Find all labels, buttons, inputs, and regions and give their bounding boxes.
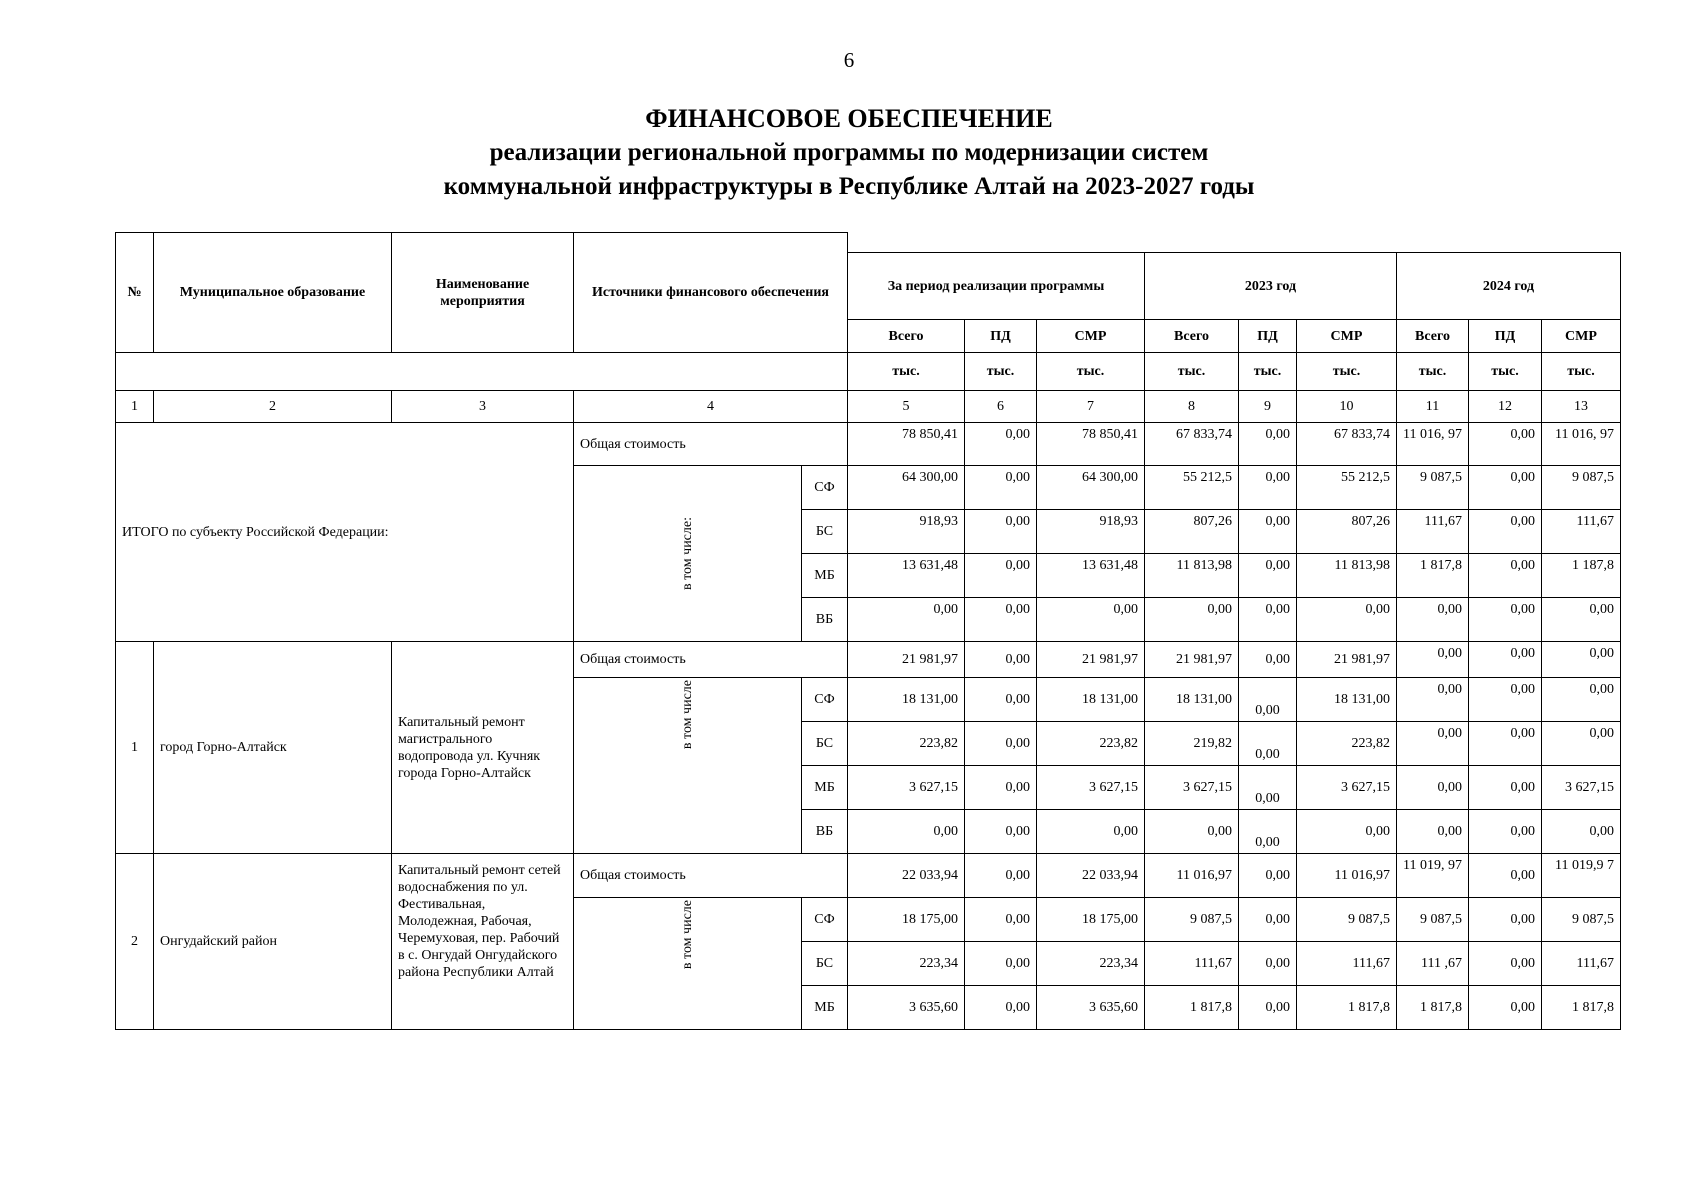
source-label: МБ bbox=[802, 554, 848, 598]
value-cell: 0,00 bbox=[965, 898, 1037, 942]
unit-label: тыс. bbox=[1469, 353, 1542, 391]
value-cell: 0,00 bbox=[965, 642, 1037, 678]
value-cell: 1 187,8 bbox=[1542, 554, 1621, 598]
value-cell: 0,00 bbox=[965, 510, 1037, 554]
including-label: в том числе bbox=[680, 680, 695, 750]
value-cell: 3 627,15 bbox=[1145, 766, 1239, 810]
value-cell: 3 627,15 bbox=[1542, 766, 1621, 810]
unit-label: тыс. bbox=[848, 353, 965, 391]
value-cell: 78 850,41 bbox=[1037, 423, 1145, 466]
value-cell: 223,34 bbox=[848, 942, 965, 986]
column-number: 8 bbox=[1145, 391, 1239, 423]
column-number: 3 bbox=[392, 391, 574, 423]
value-cell: 0,00 bbox=[1397, 678, 1469, 722]
including-cell bbox=[574, 678, 802, 854]
header-sources: Источники финансового обеспечения bbox=[574, 233, 848, 353]
value-cell: 0,00 bbox=[1239, 898, 1297, 942]
value-cell: 0,00 bbox=[1542, 678, 1621, 722]
value-cell: 18 175,00 bbox=[1037, 898, 1145, 942]
value-cell: 9 087,5 bbox=[1397, 466, 1469, 510]
value-cell: 0,00 bbox=[1239, 423, 1297, 466]
value-cell: 0,00 bbox=[1397, 598, 1469, 642]
value-cell: 0,00 bbox=[848, 598, 965, 642]
column-number: 11 bbox=[1397, 391, 1469, 423]
value-cell: 9 087,5 bbox=[1297, 898, 1397, 942]
value-cell: 0,00 bbox=[965, 554, 1037, 598]
value-cell: 0,00 bbox=[1297, 810, 1397, 854]
value-cell: 0,00 bbox=[965, 466, 1037, 510]
value-cell: 807,26 bbox=[1297, 510, 1397, 554]
value-cell: 111,67 bbox=[1542, 942, 1621, 986]
value-cell: 11 019,9 7 bbox=[1542, 854, 1621, 898]
value-cell: 0,00 bbox=[1542, 598, 1621, 642]
column-number: 1 bbox=[116, 391, 154, 423]
value-cell: 0,00 bbox=[1397, 766, 1469, 810]
value-cell: 0,00 bbox=[1239, 722, 1297, 766]
value-cell: 9 087,5 bbox=[1145, 898, 1239, 942]
value-cell: 64 300,00 bbox=[1037, 466, 1145, 510]
unit-label: тыс. bbox=[1297, 353, 1397, 391]
source-label: БС bbox=[802, 942, 848, 986]
value-cell: 13 631,48 bbox=[848, 554, 965, 598]
value-cell: 55 212,5 bbox=[1145, 466, 1239, 510]
total-cost-label: Общая стоимость bbox=[574, 854, 848, 898]
value-cell: 11 016,97 bbox=[1145, 854, 1239, 898]
value-cell: 0,00 bbox=[1469, 423, 1542, 466]
value-cell: 3 627,15 bbox=[1037, 766, 1145, 810]
value-cell: 0,00 bbox=[1239, 642, 1297, 678]
value-cell: 0,00 bbox=[1469, 678, 1542, 722]
value-cell: 0,00 bbox=[1469, 766, 1542, 810]
value-cell: 21 981,97 bbox=[1037, 642, 1145, 678]
source-label: СФ bbox=[802, 466, 848, 510]
municipality-name: город Горно-Алтайск bbox=[154, 642, 392, 854]
including-label: в том числе: bbox=[680, 517, 695, 590]
column-number: 7 bbox=[1037, 391, 1145, 423]
value-cell: 1 817,8 bbox=[1542, 986, 1621, 1030]
row-number: 1 bbox=[116, 642, 154, 854]
value-cell: 0,00 bbox=[1239, 554, 1297, 598]
value-cell: 0,00 bbox=[1469, 942, 1542, 986]
value-cell: 219,82 bbox=[1145, 722, 1239, 766]
total-cost-label: Общая стоимость bbox=[574, 423, 848, 466]
source-label: БС bbox=[802, 722, 848, 766]
header-smr: СМР bbox=[1037, 320, 1145, 353]
value-cell: 0,00 bbox=[1037, 810, 1145, 854]
value-cell: 0,00 bbox=[1469, 810, 1542, 854]
value-cell: 0,00 bbox=[1469, 466, 1542, 510]
value-cell: 0,00 bbox=[1469, 642, 1542, 678]
header-pd: ПД bbox=[1239, 320, 1297, 353]
value-cell: 0,00 bbox=[965, 678, 1037, 722]
measure-name: Капитальный ремонт магистрального водопровода ул. Кучняк города Горно-Алтайск bbox=[392, 642, 574, 854]
value-cell: 0,00 bbox=[1239, 986, 1297, 1030]
column-number: 9 bbox=[1239, 391, 1297, 423]
value-cell: 1 817,8 bbox=[1145, 986, 1239, 1030]
value-cell: 3 635,60 bbox=[848, 986, 965, 1030]
value-cell: 111,67 bbox=[1297, 942, 1397, 986]
value-cell: 0,00 bbox=[965, 986, 1037, 1030]
header-period: За период реализации программы bbox=[848, 253, 1145, 320]
value-cell: 0,00 bbox=[1397, 642, 1469, 678]
value-cell: 0,00 bbox=[1542, 722, 1621, 766]
value-cell: 0,00 bbox=[1239, 466, 1297, 510]
value-cell: 111 ,67 bbox=[1397, 942, 1469, 986]
value-cell: 0,00 bbox=[1469, 898, 1542, 942]
value-cell: 0,00 bbox=[965, 598, 1037, 642]
column-number: 13 bbox=[1542, 391, 1621, 423]
value-cell: 9 087,5 bbox=[1542, 466, 1621, 510]
header-total: Всего bbox=[1145, 320, 1239, 353]
value-cell: 22 033,94 bbox=[1037, 854, 1145, 898]
table-row bbox=[116, 642, 1621, 678]
value-cell: 0,00 bbox=[1037, 598, 1145, 642]
value-cell: 9 087,5 bbox=[1542, 898, 1621, 942]
header-total: Всего bbox=[848, 320, 965, 353]
source-label: ВБ bbox=[802, 810, 848, 854]
value-cell: 13 631,48 bbox=[1037, 554, 1145, 598]
column-number: 6 bbox=[965, 391, 1037, 423]
value-cell: 0,00 bbox=[1469, 598, 1542, 642]
value-cell: 111,67 bbox=[1397, 510, 1469, 554]
header-spacer bbox=[848, 233, 1621, 253]
value-cell: 67 833,74 bbox=[1297, 423, 1397, 466]
document-subtitle-line-1: реализации региональной программы по модернизации систем bbox=[489, 139, 1209, 166]
source-label: МБ bbox=[802, 986, 848, 1030]
column-number: 5 bbox=[848, 391, 965, 423]
value-cell: 78 850,41 bbox=[848, 423, 965, 466]
value-cell: 11 016, 97 bbox=[1397, 423, 1469, 466]
source-label: СФ bbox=[802, 898, 848, 942]
value-cell: 0,00 bbox=[1239, 854, 1297, 898]
value-cell: 223,82 bbox=[848, 722, 965, 766]
value-cell: 0,00 bbox=[965, 810, 1037, 854]
value-cell: 223,82 bbox=[1297, 722, 1397, 766]
total-cost-label: Общая стоимость bbox=[574, 642, 848, 678]
header-pd: ПД bbox=[965, 320, 1037, 353]
value-cell: 0,00 bbox=[1239, 678, 1297, 722]
unit-label: тыс. bbox=[1397, 353, 1469, 391]
measure-name: Капитальный ремонт сетей водоснабжения по ул. Фестивальная, Молодежная, Рабочая, Черемуховая, пер. Рабочий в с. Онгудай Онгудайского района Республики Алтай bbox=[392, 854, 574, 1030]
header-total: Всего bbox=[1397, 320, 1469, 353]
unit-label: тыс. bbox=[1542, 353, 1621, 391]
value-cell: 0,00 bbox=[1239, 598, 1297, 642]
including-label: в том числе bbox=[680, 900, 695, 970]
header-pd: ПД bbox=[1469, 320, 1542, 353]
value-cell: 0,00 bbox=[1469, 986, 1542, 1030]
value-cell: 0,00 bbox=[1145, 810, 1239, 854]
header-2024: 2024 год bbox=[1397, 253, 1621, 320]
municipality-name: Онгудайский район bbox=[154, 854, 392, 1030]
value-cell: 1 817,8 bbox=[1397, 986, 1469, 1030]
value-cell: 18 131,00 bbox=[848, 678, 965, 722]
value-cell: 0,00 bbox=[1145, 598, 1239, 642]
column-number: 2 bbox=[154, 391, 392, 423]
document-title: ФИНАНСОВОЕ ОБЕСПЕЧЕНИЕ bbox=[645, 104, 1053, 133]
value-cell: 11 019, 97 bbox=[1397, 854, 1469, 898]
header-blank bbox=[116, 353, 848, 391]
value-cell: 223,34 bbox=[1037, 942, 1145, 986]
value-cell: 18 131,00 bbox=[1145, 678, 1239, 722]
source-label: БС bbox=[802, 510, 848, 554]
value-cell: 1 817,8 bbox=[1397, 554, 1469, 598]
unit-label: тыс. bbox=[1037, 353, 1145, 391]
value-cell: 0,00 bbox=[1542, 642, 1621, 678]
value-cell: 22 033,94 bbox=[848, 854, 965, 898]
value-cell: 0,00 bbox=[1239, 810, 1297, 854]
source-label: МБ bbox=[802, 766, 848, 810]
unit-label: тыс. bbox=[965, 353, 1037, 391]
header-no: № bbox=[116, 233, 154, 353]
value-cell: 0,00 bbox=[1469, 722, 1542, 766]
value-cell: 111,67 bbox=[1542, 510, 1621, 554]
including-cell bbox=[574, 898, 802, 1030]
value-cell: 0,00 bbox=[1469, 854, 1542, 898]
value-cell: 111,67 bbox=[1145, 942, 1239, 986]
column-number: 4 bbox=[574, 391, 848, 423]
value-cell: 55 212,5 bbox=[1297, 466, 1397, 510]
value-cell: 0,00 bbox=[1397, 810, 1469, 854]
value-cell: 223,82 bbox=[1037, 722, 1145, 766]
header-measure: Наименование мероприятия bbox=[392, 233, 574, 353]
value-cell: 21 981,97 bbox=[1297, 642, 1397, 678]
source-label: СФ bbox=[802, 678, 848, 722]
unit-label: тыс. bbox=[1239, 353, 1297, 391]
value-cell: 0,00 bbox=[1239, 942, 1297, 986]
value-cell: 0,00 bbox=[965, 423, 1037, 466]
value-cell: 0,00 bbox=[1469, 554, 1542, 598]
header-smr: СМР bbox=[1297, 320, 1397, 353]
value-cell: 0,00 bbox=[1297, 598, 1397, 642]
value-cell: 807,26 bbox=[1145, 510, 1239, 554]
value-cell: 3 627,15 bbox=[1297, 766, 1397, 810]
value-cell: 3 627,15 bbox=[848, 766, 965, 810]
source-label: ВБ bbox=[802, 598, 848, 642]
value-cell: 3 635,60 bbox=[1037, 986, 1145, 1030]
document-subtitle-line-2: коммунальной инфраструктуры в Республике Алтай на 2023-2027 годы bbox=[443, 173, 1255, 200]
table-row bbox=[116, 854, 1621, 898]
value-cell: 0,00 bbox=[1397, 722, 1469, 766]
value-cell: 18 131,00 bbox=[1037, 678, 1145, 722]
value-cell: 0,00 bbox=[965, 854, 1037, 898]
value-cell: 21 981,97 bbox=[848, 642, 965, 678]
financing-table bbox=[115, 232, 1621, 1030]
value-cell: 0,00 bbox=[1239, 766, 1297, 810]
value-cell: 0,00 bbox=[1239, 510, 1297, 554]
value-cell: 918,93 bbox=[848, 510, 965, 554]
row-number: 2 bbox=[116, 854, 154, 1030]
header-2023: 2023 год bbox=[1145, 253, 1397, 320]
including-cell bbox=[574, 466, 802, 642]
value-cell: 21 981,97 bbox=[1145, 642, 1239, 678]
value-cell: 0,00 bbox=[965, 766, 1037, 810]
header-smr: СМР bbox=[1542, 320, 1621, 353]
value-cell: 0,00 bbox=[1542, 810, 1621, 854]
value-cell: 11 813,98 bbox=[1297, 554, 1397, 598]
value-cell: 18 131,00 bbox=[1297, 678, 1397, 722]
value-cell: 9 087,5 bbox=[1397, 898, 1469, 942]
value-cell: 1 817,8 bbox=[1297, 986, 1397, 1030]
total-subject-label: ИТОГО по субъекту Российской Федерации: bbox=[116, 423, 574, 642]
column-number: 10 bbox=[1297, 391, 1397, 423]
value-cell: 11 016, 97 bbox=[1542, 423, 1621, 466]
value-cell: 18 175,00 bbox=[848, 898, 965, 942]
column-number: 12 bbox=[1469, 391, 1542, 423]
table-row bbox=[116, 423, 1621, 466]
page-number: 6 bbox=[843, 48, 855, 72]
value-cell: 0,00 bbox=[848, 810, 965, 854]
value-cell: 0,00 bbox=[1469, 510, 1542, 554]
unit-label: тыс. bbox=[1145, 353, 1239, 391]
header-municipality: Муниципальное образование bbox=[154, 233, 392, 353]
value-cell: 64 300,00 bbox=[848, 466, 965, 510]
value-cell: 918,93 bbox=[1037, 510, 1145, 554]
value-cell: 0,00 bbox=[965, 722, 1037, 766]
value-cell: 11 016,97 bbox=[1297, 854, 1397, 898]
value-cell: 0,00 bbox=[965, 942, 1037, 986]
value-cell: 67 833,74 bbox=[1145, 423, 1239, 466]
value-cell: 11 813,98 bbox=[1145, 554, 1239, 598]
